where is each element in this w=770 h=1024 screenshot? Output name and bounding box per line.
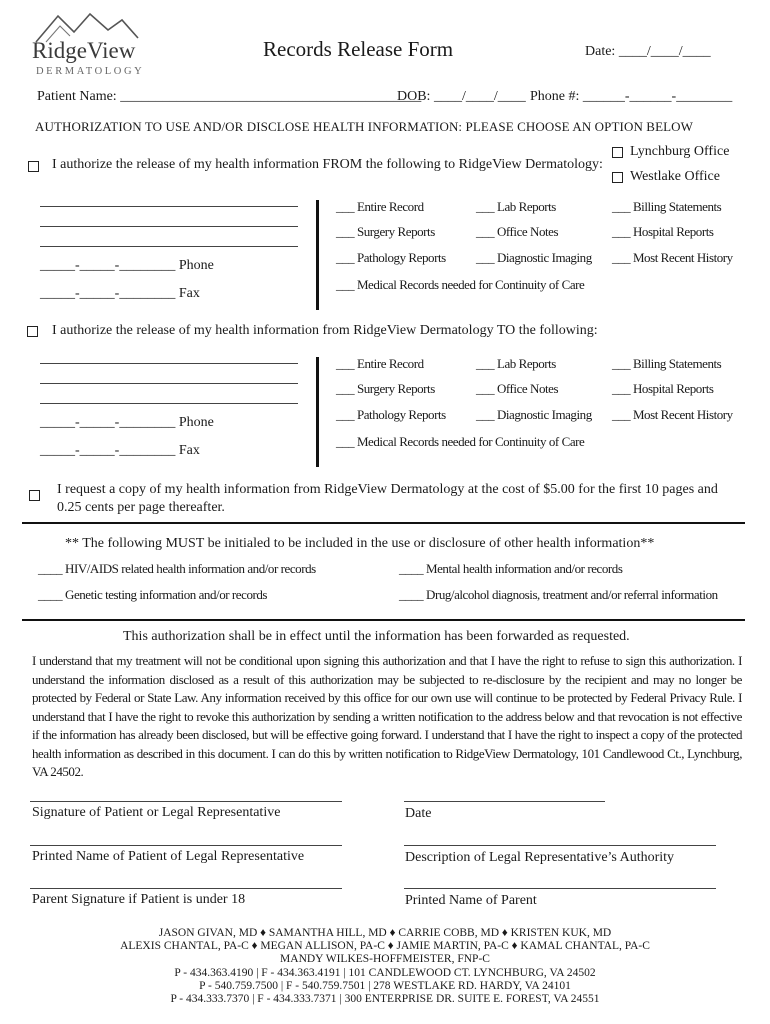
continuity-option: ___ Medical Records needed for Continuity of Care bbox=[336, 277, 585, 292]
record-option: ___ Most Recent History bbox=[612, 407, 733, 422]
record-option: ___ Office Notes bbox=[476, 381, 559, 396]
printed-name-line bbox=[30, 845, 342, 846]
office-line: P - 434.363.4190 | F - 434.363.4191 | 101 CANDLEWOOD CT. LYNCHBURG, VA 24502 bbox=[174, 967, 596, 979]
section-divider bbox=[316, 357, 319, 467]
date-label: Date bbox=[405, 806, 432, 821]
to-provider-line bbox=[40, 363, 298, 364]
from-provider-line bbox=[40, 226, 298, 227]
record-option: ___ Entire Record bbox=[336, 199, 424, 214]
effect-statement: This authorization shall be in effect until the information has been forwarded as requested. bbox=[123, 629, 630, 644]
authority-line bbox=[404, 845, 716, 846]
section-rule bbox=[22, 522, 745, 524]
from-fax-line: _____-_____-________ Fax bbox=[40, 286, 200, 301]
section-rule bbox=[22, 619, 745, 621]
parent-name-label: Printed Name of Parent bbox=[405, 893, 537, 908]
record-option: ___ Pathology Reports bbox=[336, 250, 446, 265]
from-provider-line bbox=[40, 206, 298, 207]
parent-signature-line bbox=[30, 888, 342, 889]
to-checkbox bbox=[27, 326, 38, 337]
copy-request-checkbox bbox=[29, 490, 40, 501]
providers-line: JASON GIVAN, MD ♦ SAMANTHA HILL, MD ♦ CARRIE COBB, MD ♦ KRISTEN KUK, MD bbox=[158, 927, 612, 939]
record-option: ___ Diagnostic Imaging bbox=[476, 250, 592, 265]
initial-item: ____ Genetic testing information and/or records bbox=[38, 587, 268, 602]
logo-name: RidgeView bbox=[32, 38, 136, 63]
westlake-checkbox bbox=[612, 172, 623, 183]
initial-item: ____ Mental health information and/or records bbox=[399, 561, 623, 576]
initial-item: ____ HIV/AIDS related health information and/or records bbox=[38, 561, 316, 576]
phone-line: Phone #: ______-______-________ bbox=[530, 89, 733, 104]
section-divider bbox=[316, 200, 319, 310]
westlake-office-label: Westlake Office bbox=[630, 169, 720, 184]
lynchburg-office-label: Lynchburg Office bbox=[630, 144, 730, 159]
patient-name-line: Patient Name: ___________________________________________ bbox=[37, 89, 422, 104]
providers-line: ALEXIS CHANTAL, PA-C ♦ MEGAN ALLISON, PA-C ♦ JAMIE MARTIN, PA-C ♦ KAMAL CHANTAL, PA-C bbox=[120, 940, 650, 952]
office-line: P - 540.759.7500 | F - 540.759.7501 | 278 WESTLAKE RD. HARDY, VA 24101 bbox=[199, 980, 571, 992]
continuity-option: ___ Medical Records needed for Continuity of Care bbox=[336, 434, 585, 449]
record-option: ___ Billing Statements bbox=[612, 199, 722, 214]
date-signature-line bbox=[404, 801, 605, 802]
legal-paragraph: I understand that my treatment will not be conditional upon signing this authorization and that I have the right to refuse to sign this authorization. I understand the information disclosed as a result of this authorization may be subjected to re-disclosure by the recipient and may no longer be protected by Federal or State Law. Any information received by this office for our own use will continue to be protected by Federal Privacy Rule. I understand that I have the right to revoke this authorization by sending a written notification to the address below and that revocation is not effective if the information has already been disclosed, but will be effective going forward. I understand that I have the right to inspect a copy of the protected health information as described in this document. I can do this by written notification to RidgeView Dermatology, 101 Candlewood Ct., Lynchburg, VA 24502. bbox=[32, 653, 742, 779]
office-line: P - 434.333.7370 | F - 434.333.7371 | 300 ENTERPRISE DR. SUITE E. FOREST, VA 24551 bbox=[170, 993, 600, 1005]
authority-label: Description of Legal Representative’s Authority bbox=[405, 850, 675, 865]
to-phone-line: _____-_____-________ Phone bbox=[40, 415, 214, 430]
record-option: ___ Surgery Reports bbox=[336, 381, 435, 396]
initials-heading: ** The following MUST be initialed to be included in the use or disclosure of other health information** bbox=[65, 536, 655, 551]
record-option: ___ Office Notes bbox=[476, 224, 559, 239]
to-provider-line bbox=[40, 403, 298, 404]
record-option: ___ Pathology Reports bbox=[336, 407, 446, 422]
from-statement: I authorize the release of my health information FROM the following to RidgeView Dermatology: bbox=[52, 157, 603, 172]
record-option: ___ Hospital Reports bbox=[612, 224, 714, 239]
initial-item: ____ Drug/alcohol diagnosis, treatment and/or referral information bbox=[399, 587, 718, 602]
copy-request-line1: I request a copy of my health information from RidgeView Dermatology at the cost of $5.00 for the first 10 pages and bbox=[57, 482, 718, 497]
date-line: Date: ____/____/____ bbox=[585, 44, 711, 59]
to-statement: I authorize the release of my health information from RidgeView Dermatology TO the following: bbox=[52, 323, 598, 338]
from-phone-line: _____-_____-________ Phone bbox=[40, 258, 214, 273]
providers-line: MANDY WILKES-HOFFMEISTER, FNP-C bbox=[280, 953, 490, 965]
record-option: ___ Entire Record bbox=[336, 356, 424, 371]
record-option: ___ Hospital Reports bbox=[612, 381, 714, 396]
form-title: Records Release Form bbox=[263, 37, 454, 61]
lynchburg-checkbox bbox=[612, 147, 623, 158]
authorization-heading: AUTHORIZATION TO USE AND/OR DISCLOSE HEALTH INFORMATION: PLEASE CHOOSE AN OPTION BELOW bbox=[35, 119, 694, 134]
record-option: ___ Lab Reports bbox=[476, 356, 556, 371]
to-fax-line: _____-_____-________ Fax bbox=[40, 443, 200, 458]
record-option: ___ Billing Statements bbox=[612, 356, 722, 371]
from-provider-line bbox=[40, 246, 298, 247]
to-provider-line bbox=[40, 383, 298, 384]
dob-line: DOB: ____/____/____ bbox=[397, 89, 526, 104]
record-option: ___ Surgery Reports bbox=[336, 224, 435, 239]
logo-subtitle: DERMATOLOGY bbox=[36, 66, 145, 77]
record-option: ___ Lab Reports bbox=[476, 199, 556, 214]
parent-name-line bbox=[404, 888, 716, 889]
from-checkbox bbox=[28, 161, 39, 172]
copy-request-line2: 0.25 cents per page thereafter. bbox=[57, 500, 225, 515]
parent-signature-label: Parent Signature if Patient is under 18 bbox=[32, 892, 246, 907]
printed-name-label: Printed Name of Patient of Legal Representative bbox=[32, 849, 305, 864]
patient-signature-label: Signature of Patient or Legal Representative bbox=[32, 805, 281, 820]
signature-line bbox=[30, 801, 342, 802]
record-option: ___ Diagnostic Imaging bbox=[476, 407, 592, 422]
record-option: ___ Most Recent History bbox=[612, 250, 733, 265]
